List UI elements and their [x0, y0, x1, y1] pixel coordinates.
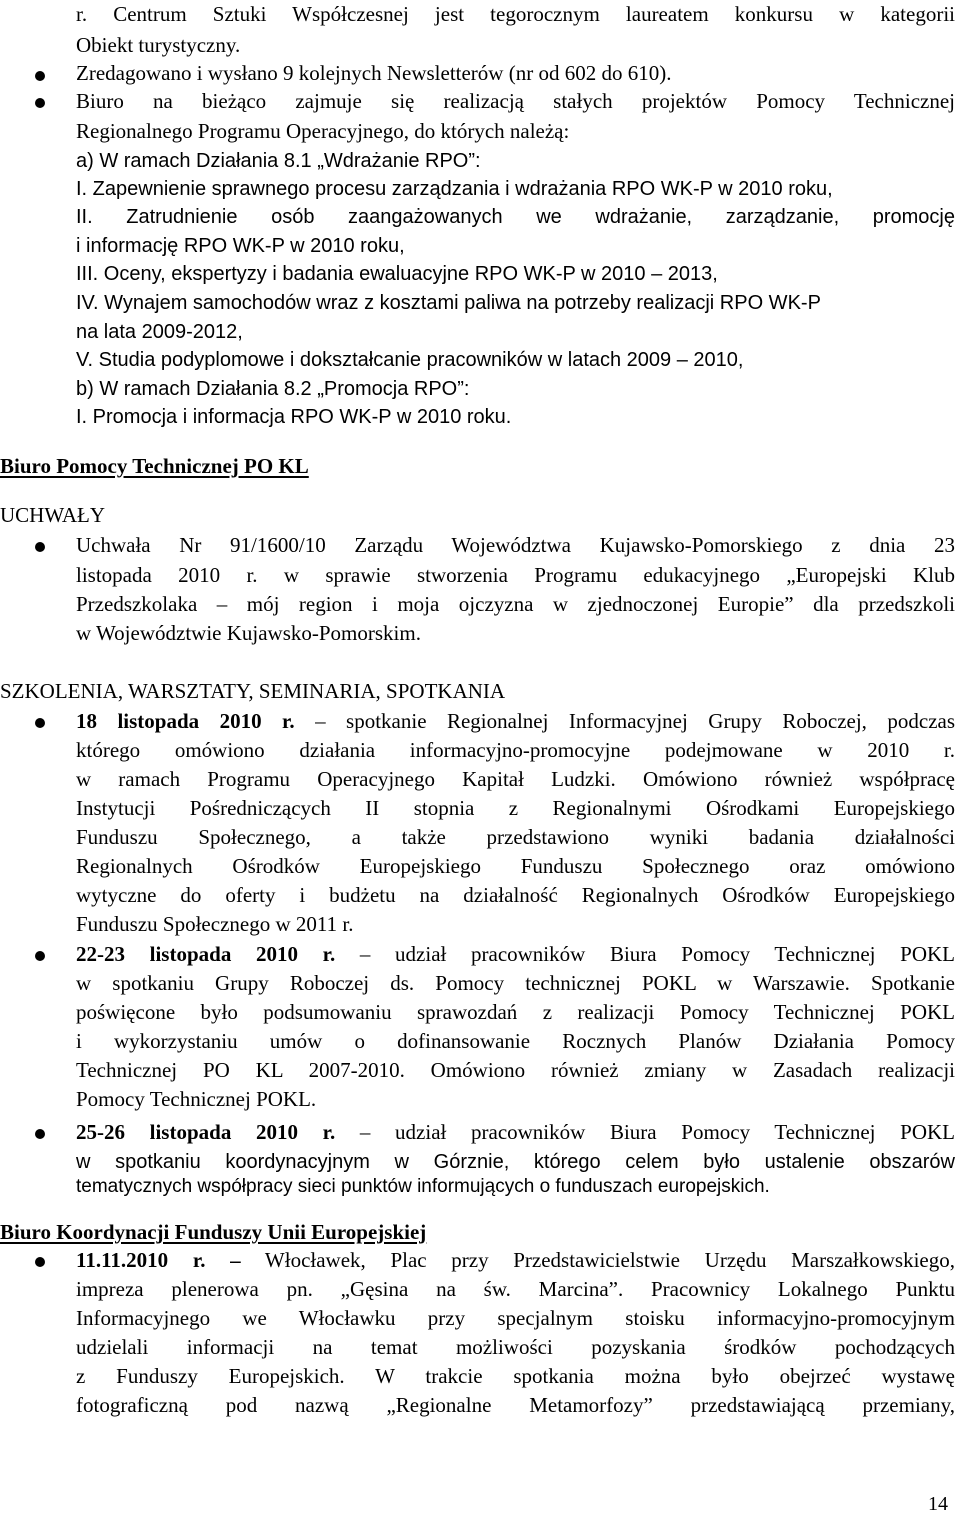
event-text: Włocławek, Plac przy Przedstawicielstwie Urzędu Marszałkowskiego,	[240, 1248, 955, 1272]
event-date: 25-26 listopada 2010 r.	[76, 1120, 336, 1144]
uchwala-line: w Województwie Kujawsko-Pomorskim.	[76, 621, 421, 645]
event-text: – udział pracowników Biura Pomocy Technicznej POKL	[335, 1120, 955, 1144]
event-line: w ramach Programu Operacyjnego Kapitał Ludzki. Omówiono również współpracę	[76, 767, 955, 791]
event-line: impreza plenerowa pn. „Gęsina na św. Marcina”. Pracownicy Lokalnego Punktu	[76, 1277, 955, 1301]
section-heading-koordynacji: Biuro Koordynacji Funduszy Unii Europejskiej	[0, 1220, 427, 1244]
event-line: tematycznych współpracy sieci punktów informujących o funduszach europejskich.	[76, 1176, 770, 1197]
event-line: Regionalnych Ośrodków Europejskiego Funduszu Społecznego oraz omówiono	[76, 854, 955, 878]
event-line: Technicznej PO KL 2007-2010. Omówiono również zmiany w Zasadach realizacji	[76, 1058, 955, 1082]
event-first-line	[76, 1122, 955, 1143]
item1-line2: Obiekt turystyczny.	[76, 33, 241, 57]
bullet-icon	[35, 71, 45, 81]
szkolenia-heading: SZKOLENIA, WARSZTATY, SEMINARIA, SPOTKANIA	[0, 679, 506, 703]
sub-a-item: I. Zapewnienie sprawnego procesu zarządzania i wdrażania RPO WK-P w 2010 roku,	[76, 178, 833, 200]
event-line: wytyczne do oferty i budżetu na działalność Regionalnych Ośrodków Europejskiego	[76, 883, 955, 907]
bullet-icon	[35, 542, 45, 552]
event-line: Instytucji Pośredniczących II stopnia z Regionalnymi Ośrodkami Europejskiego	[76, 796, 955, 820]
event-line: w spotkaniu Grupy Roboczej ds. Pomocy technicznej POKL w Warszawie. Spotkanie	[76, 971, 955, 995]
event-first-line	[76, 711, 955, 732]
event-line: Funduszu Społecznego, a także przedstawiono wyniki badania działalności	[76, 825, 955, 849]
event-text: – spotkanie Regionalnej Informacyjnej Grupy Roboczej, podczas	[294, 709, 956, 733]
bullet-icon	[35, 1129, 45, 1139]
event-line: i wykorzystaniu umów o dofinansowanie Rocznych Planów Działania Pomocy	[76, 1029, 955, 1053]
uchwala-line: Przedszkolaka – mój region i moja ojczyzna w zjednoczonej Europie” dla przedszkoli	[76, 592, 955, 616]
sub-a-item: III. Oceny, ekspertyzy i badania ewaluacyjne RPO WK-P w 2010 – 2013,	[76, 263, 718, 285]
uchwala-line: Uchwała Nr 91/1600/10 Zarządu Województwa Kujawsko-Pomorskiego z dnia 23	[76, 533, 955, 557]
event-line: w spotkaniu koordynacyjnym w Górznie, którego celem było ustalenie obszarów	[76, 1151, 955, 1173]
item3-line1: Biuro na bieżąco zajmuje się realizacją stałych projektów Pomocy Technicznej	[76, 89, 955, 113]
event-date: 22-23 listopada 2010 r.	[76, 942, 336, 966]
event-line: Informacyjnego we Włocławku przy specjalnym stoisku informacyjno-promocyjnym	[76, 1306, 955, 1330]
event-date: 11.11.2010 r. –	[76, 1248, 241, 1272]
sub-a-heading: a) W ramach Działania 8.1 „Wdrażanie RPO”:	[76, 150, 481, 172]
uchwaly-heading: UCHWAŁY	[0, 503, 105, 527]
uchwala-line: listopada 2010 r. w sprawie stworzenia Programu edukacyjnego „Europejski Klub	[76, 563, 955, 587]
event-first-line	[76, 944, 955, 965]
page-number: 14	[928, 1493, 948, 1515]
bullet-icon	[35, 718, 45, 728]
event-first-line	[76, 1250, 955, 1271]
sub-a-item: IV. Wynajem samochodów wraz z kosztami paliwa na potrzeby realizacji RPO WK-P	[76, 292, 821, 314]
event-line: fotograficzną pod nazwą „Regionalne Metamorfozy” przedstawiającą przemiany,	[76, 1393, 955, 1417]
item1-line1: r. Centrum Sztuki Współczesnej jest tegorocznym laureatem konkursu w kategorii	[76, 2, 955, 26]
sub-a-item: na lata 2009-2012,	[76, 321, 243, 343]
event-text: – udział pracowników Biura Pomocy Technicznej POKL	[335, 942, 955, 966]
event-line: Pomocy Technicznej POKL.	[76, 1087, 317, 1111]
event-line: udzielali informacji na temat możliwości pozyskania środków pochodzących	[76, 1335, 955, 1359]
item3-line2: Regionalnego Programu Operacyjnego, do których należą:	[76, 119, 570, 143]
sub-a-item: II. Zatrudnienie osób zaangażowanych we wdrażanie, zarządzanie, promocję	[76, 206, 955, 228]
item2-text: Zredagowano i wysłano 9 kolejnych Newsletterów (nr od 602 do 610).	[76, 61, 672, 85]
bullet-icon	[35, 1257, 45, 1267]
event-line: którego omówiono działania informacyjno-promocyjne podejmowane w 2010 r.	[76, 738, 955, 762]
sub-a-item: V. Studia podyplomowe i dokształcanie pracowników w latach 2009 – 2010,	[76, 349, 744, 371]
sub-b-item: I. Promocja i informacja RPO WK-P w 2010 roku.	[76, 406, 512, 428]
event-line: z Funduszy Europejskich. W trakcie spotkania można było obejrzeć wystawę	[76, 1364, 955, 1388]
event-date: 18 listopada 2010 r.	[76, 709, 295, 733]
sub-a-item: i informację RPO WK-P w 2010 roku,	[76, 235, 405, 257]
sub-b-heading: b) W ramach Działania 8.2 „Promocja RPO”:	[76, 378, 470, 400]
bullet-icon	[35, 951, 45, 961]
section-heading-pomocy-technicznej: Biuro Pomocy Technicznej PO KL	[0, 454, 309, 478]
event-line: Funduszu Społecznego w 2011 r.	[76, 912, 354, 936]
bullet-icon	[35, 98, 45, 108]
event-line: poświęcone było podsumowaniu sprawozdań z realizacji Pomocy Technicznej POKL	[76, 1000, 955, 1024]
